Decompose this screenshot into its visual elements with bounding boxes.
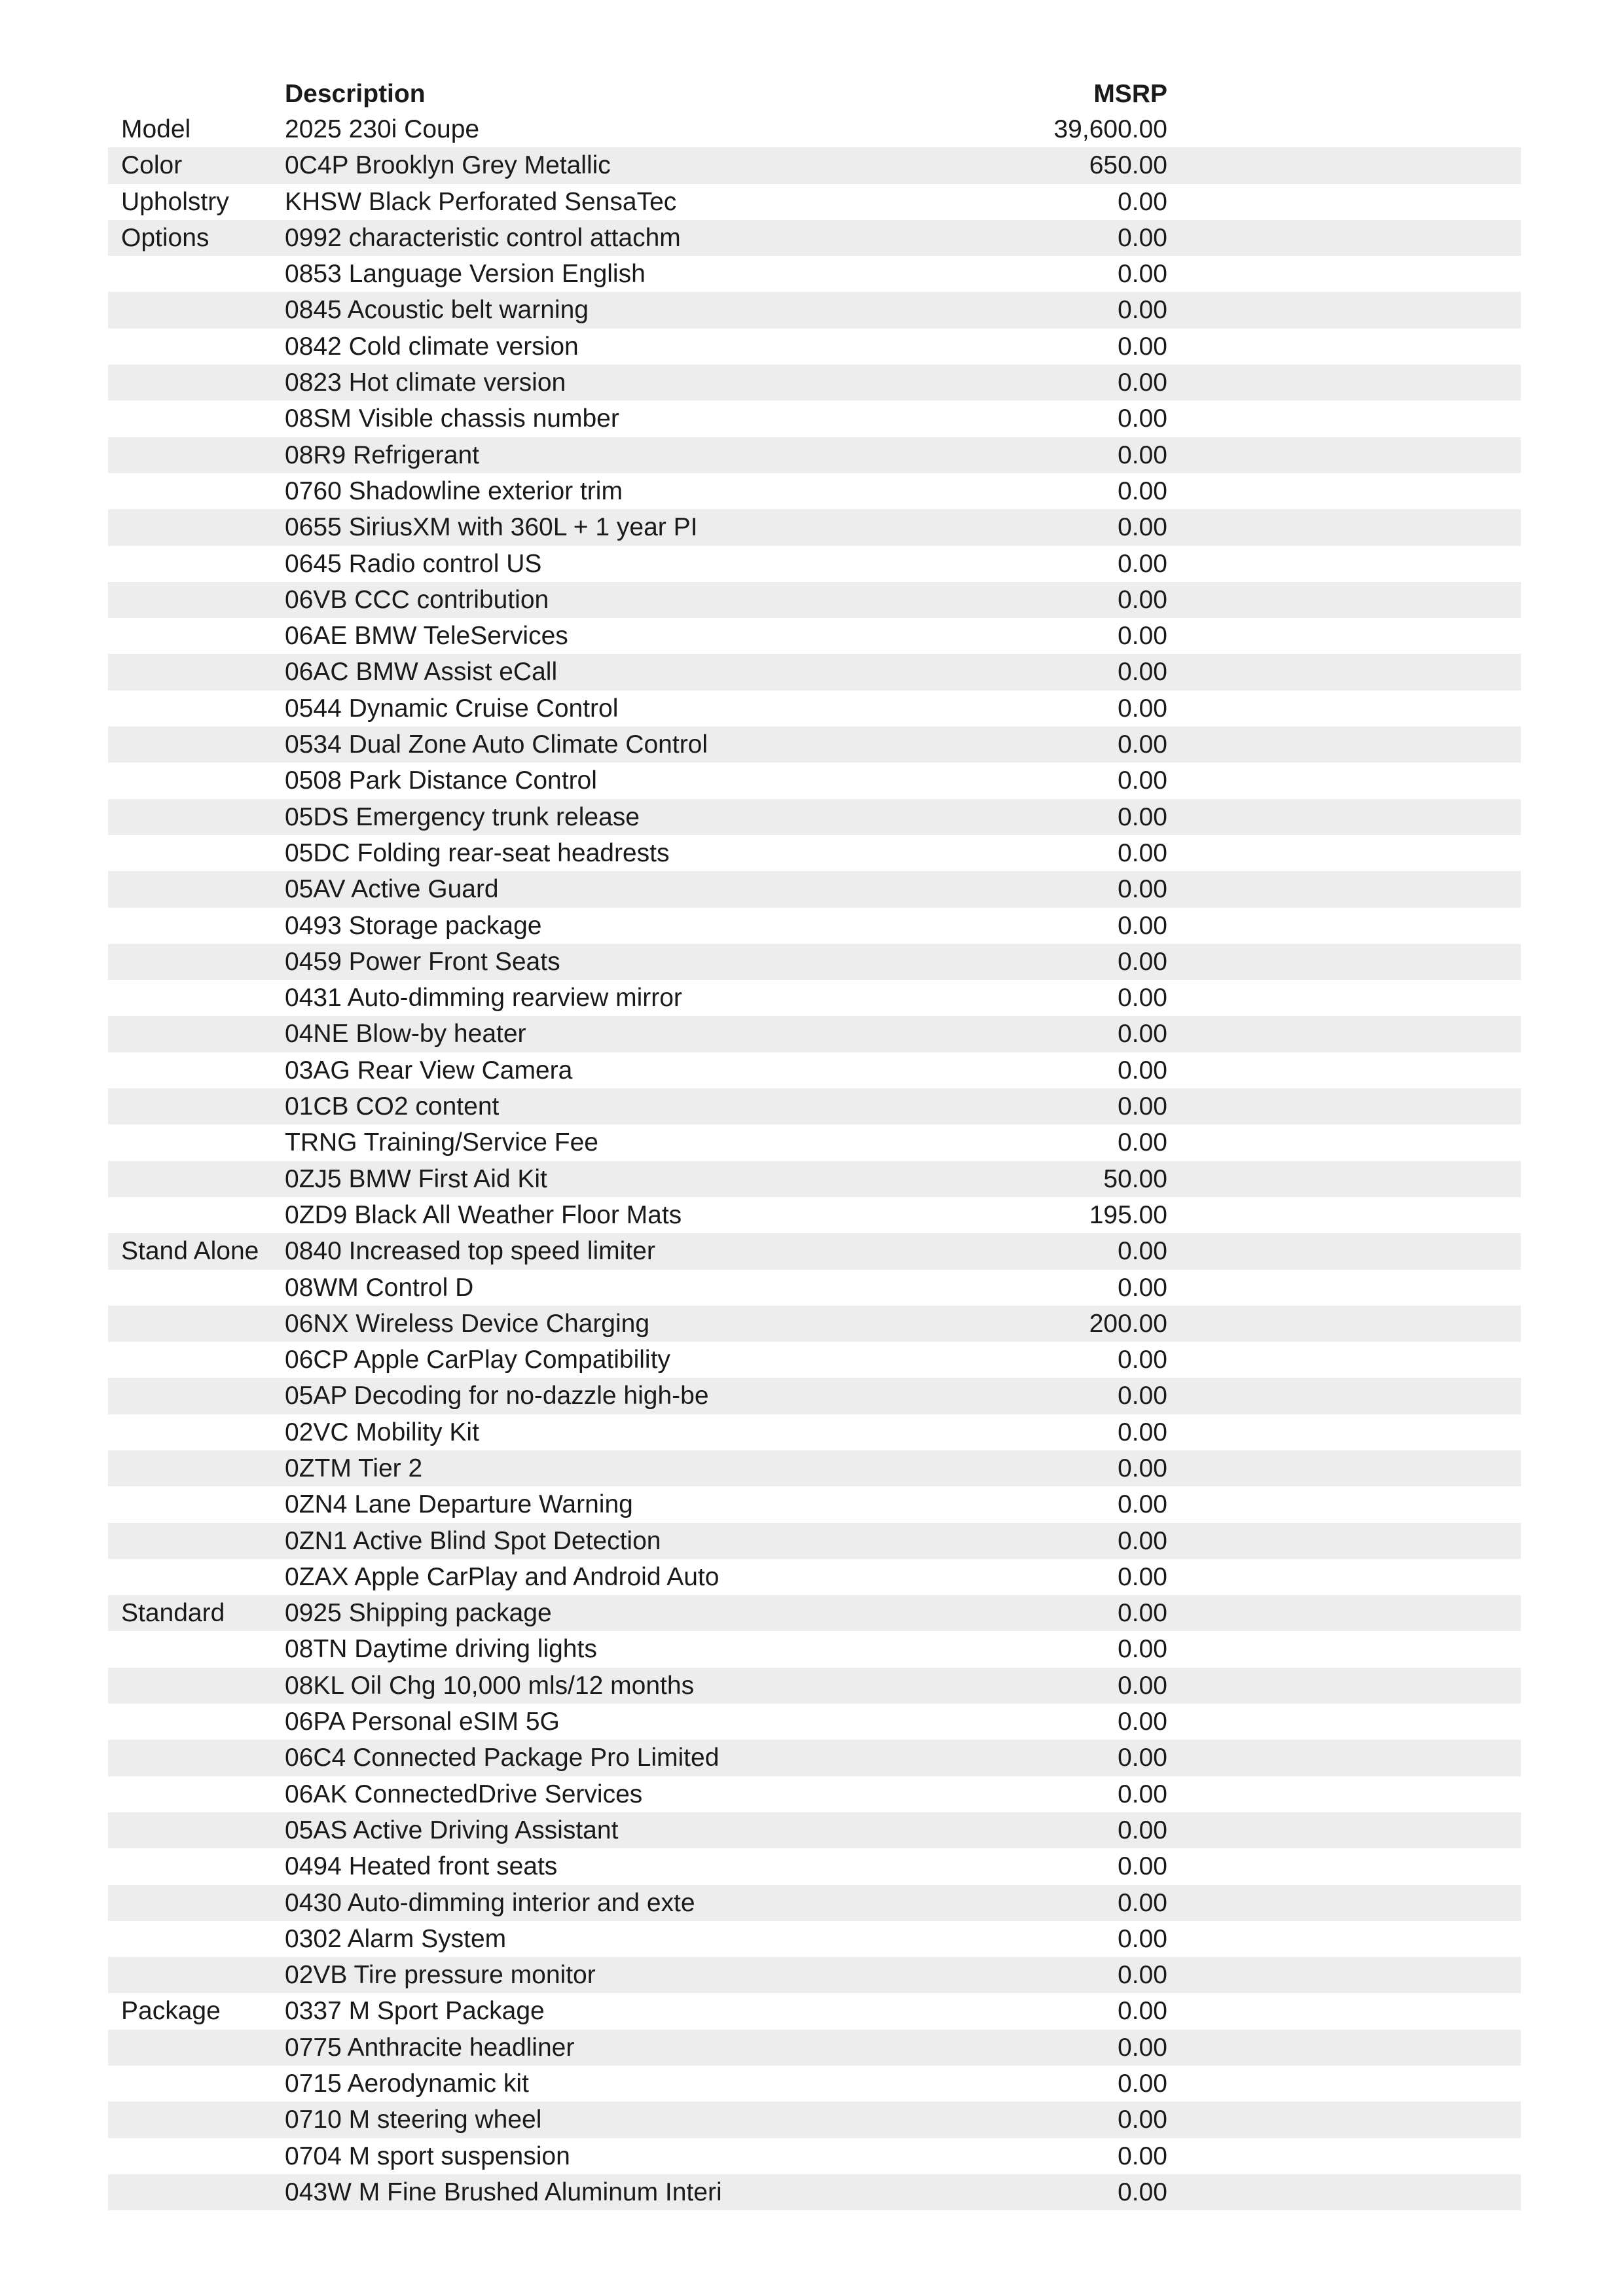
row-description: 0ZN4 Lane Departure Warning: [285, 1490, 633, 1519]
row-description: 0508 Park Distance Control: [285, 766, 597, 795]
table-row: [108, 1668, 1521, 1704]
row-msrp: 50.00: [1103, 1164, 1167, 1193]
row-description: 08R9 Refrigerant: [285, 440, 479, 469]
row-description: 06NX Wireless Device Charging: [285, 1309, 650, 1338]
row-msrp: 0.00: [1118, 2070, 1167, 2098]
row-description: 0494 Heated front seats: [285, 1852, 558, 1881]
table-row: [108, 1776, 1521, 1812]
table-row: [108, 654, 1521, 690]
table-row: [108, 618, 1521, 654]
row-msrp: 0.00: [1118, 1237, 1167, 1266]
row-description: 0823 Hot climate version: [285, 368, 566, 397]
table-row: [108, 2138, 1521, 2174]
row-msrp: 0.00: [1118, 730, 1167, 759]
row-category: Options: [121, 223, 210, 252]
row-msrp: 0.00: [1118, 947, 1167, 976]
row-msrp: 650.00: [1089, 151, 1167, 180]
row-description: 0ZAX Apple CarPlay and Android Auto: [285, 1562, 720, 1591]
table-row: [108, 292, 1521, 328]
row-description: 03AG Rear View Camera: [285, 1056, 573, 1085]
msrp-column-header: MSRP: [1093, 80, 1167, 108]
table-row: [108, 365, 1521, 401]
row-msrp: 0.00: [1118, 1997, 1167, 2026]
row-msrp: 0.00: [1118, 332, 1167, 361]
table-row: [108, 1559, 1521, 1595]
row-msrp: 0.00: [1118, 2178, 1167, 2206]
row-description: 0992 characteristic control attachm: [285, 223, 681, 252]
row-msrp: 0.00: [1118, 1056, 1167, 1085]
row-description: 02VC Mobility Kit: [285, 1418, 479, 1446]
row-description: 06CP Apple CarPlay Compatibility: [285, 1346, 670, 1374]
row-description: 0ZD9 Black All Weather Floor Mats: [285, 1200, 682, 1229]
row-msrp: 195.00: [1089, 1200, 1167, 1229]
table-row: [108, 1595, 1521, 1631]
row-msrp: 0.00: [1118, 1092, 1167, 1121]
table-row: [108, 1993, 1521, 2029]
row-description: 0775 Anthracite headliner: [285, 2033, 575, 2062]
table-row: [108, 2174, 1521, 2210]
table-row: [108, 147, 1521, 183]
row-description: 0710 M steering wheel: [285, 2106, 542, 2134]
table-row: [108, 1885, 1521, 1921]
row-msrp: 0.00: [1118, 1526, 1167, 1555]
table-row: [108, 1523, 1521, 1559]
row-msrp: 0.00: [1118, 1852, 1167, 1881]
table-row: [108, 184, 1521, 220]
row-description: 0493 Storage package: [285, 911, 542, 940]
table-row: [108, 1486, 1521, 1522]
row-description: 043W M Fine Brushed Aluminum Interi: [285, 2178, 722, 2206]
row-msrp: 0.00: [1118, 1128, 1167, 1157]
row-description: 0ZJ5 BMW First Aid Kit: [285, 1164, 547, 1193]
row-description: 05AV Active Guard: [285, 875, 499, 904]
row-description: 0655 SiriusXM with 360L + 1 year PI: [285, 513, 698, 542]
table-row: [108, 1088, 1521, 1124]
row-msrp: 0.00: [1118, 766, 1167, 795]
row-description: 0C4P Brooklyn Grey Metallic: [285, 151, 611, 180]
row-msrp: 0.00: [1118, 223, 1167, 252]
table-row: [108, 1124, 1521, 1160]
price-table: [108, 111, 1521, 2210]
table-row: [108, 1957, 1521, 1993]
row-msrp: 0.00: [1118, 260, 1167, 289]
table-row: [108, 473, 1521, 509]
row-description: 0704 M sport suspension: [285, 2142, 570, 2170]
row-description: 02VB Tire pressure monitor: [285, 1961, 596, 1990]
row-msrp: 0.00: [1118, 585, 1167, 614]
row-msrp: 0.00: [1118, 1020, 1167, 1049]
table-row: [108, 1052, 1521, 1088]
table-row: [108, 1921, 1521, 1957]
row-msrp: 0.00: [1118, 1708, 1167, 1736]
row-description: 0ZTM Tier 2: [285, 1454, 423, 1482]
row-msrp: 0.00: [1118, 1490, 1167, 1519]
row-category: Package: [121, 1997, 221, 2026]
row-description: 0544 Dynamic Cruise Control: [285, 694, 619, 723]
row-msrp: 39,600.00: [1053, 115, 1167, 143]
table-row: [108, 220, 1521, 256]
row-description: 0925 Shipping package: [285, 1599, 552, 1628]
row-description: 05AP Decoding for no-dazzle high-be: [285, 1382, 709, 1410]
table-row: [108, 944, 1521, 980]
row-category: Upholstry: [121, 187, 229, 216]
table-row: [108, 1016, 1521, 1052]
table-row: [108, 1414, 1521, 1450]
table-row: [108, 111, 1521, 147]
row-description: 0431 Auto-dimming rearview mirror: [285, 984, 682, 1013]
row-description: 08SM Visible chassis number: [285, 404, 619, 433]
row-msrp: 0.00: [1118, 1418, 1167, 1446]
table-row: [108, 835, 1521, 871]
table-row: [108, 726, 1521, 762]
row-msrp: 0.00: [1118, 187, 1167, 216]
row-msrp: 0.00: [1118, 1635, 1167, 1664]
row-msrp: 0.00: [1118, 1454, 1167, 1482]
row-msrp: 0.00: [1118, 802, 1167, 831]
row-description: 0ZN1 Active Blind Spot Detection: [285, 1526, 661, 1555]
row-msrp: 0.00: [1118, 1888, 1167, 1917]
table-row: [108, 1378, 1521, 1414]
row-description: 0459 Power Front Seats: [285, 947, 560, 976]
table-row: [108, 1704, 1521, 1740]
row-msrp: 0.00: [1118, 622, 1167, 651]
table-row: [108, 582, 1521, 618]
row-msrp: 0.00: [1118, 404, 1167, 433]
table-row: [108, 1740, 1521, 1776]
row-msrp: 0.00: [1118, 513, 1167, 542]
table-row: [108, 2102, 1521, 2138]
description-column-header: Description: [285, 80, 426, 108]
row-description: 0853 Language Version English: [285, 260, 646, 289]
row-msrp: 0.00: [1118, 1924, 1167, 1953]
row-description: 05AS Active Driving Assistant: [285, 1816, 619, 1844]
table-row: [108, 1848, 1521, 1884]
row-msrp: 0.00: [1118, 368, 1167, 397]
row-msrp: 0.00: [1118, 1816, 1167, 1844]
row-description: 0715 Aerodynamic kit: [285, 2070, 529, 2098]
row-msrp: 0.00: [1118, 1780, 1167, 1808]
table-row: [108, 691, 1521, 726]
row-msrp: 0.00: [1118, 984, 1167, 1013]
table-row: [108, 1631, 1521, 1667]
table-row: [108, 1233, 1521, 1269]
row-msrp: 200.00: [1089, 1309, 1167, 1338]
row-msrp: 0.00: [1118, 1382, 1167, 1410]
row-category: Stand Alone: [121, 1237, 259, 1266]
row-description: TRNG Training/Service Fee: [285, 1128, 598, 1157]
row-msrp: 0.00: [1118, 1346, 1167, 1374]
row-description: 08KL Oil Chg 10,000 mls/12 months: [285, 1671, 695, 1700]
table-row: [108, 1270, 1521, 1306]
row-description: 0645 Radio control US: [285, 549, 542, 578]
table-row: [108, 871, 1521, 907]
table-row: [108, 1342, 1521, 1378]
table-row: [108, 1197, 1521, 1233]
table-row: [108, 762, 1521, 798]
row-msrp: 0.00: [1118, 296, 1167, 325]
row-description: 0302 Alarm System: [285, 1924, 507, 1953]
row-description: 04NE Blow-by heater: [285, 1020, 526, 1049]
row-msrp: 0.00: [1118, 1671, 1167, 1700]
table-row: [108, 329, 1521, 365]
table-row: [108, 546, 1521, 582]
row-msrp: 0.00: [1118, 1744, 1167, 1772]
row-msrp: 0.00: [1118, 549, 1167, 578]
table-row: [108, 2066, 1521, 2102]
row-description: 01CB CO2 content: [285, 1092, 500, 1121]
row-description: 06AE BMW TeleServices: [285, 622, 568, 651]
row-description: 0842 Cold climate version: [285, 332, 579, 361]
row-msrp: 0.00: [1118, 838, 1167, 867]
table-row: [108, 908, 1521, 944]
row-msrp: 0.00: [1118, 694, 1167, 723]
table-row: [108, 509, 1521, 545]
row-description: 06AC BMW Assist eCall: [285, 658, 558, 687]
row-description: 05DC Folding rear-seat headrests: [285, 838, 670, 867]
table-row: [108, 1161, 1521, 1197]
row-description: 08TN Daytime driving lights: [285, 1635, 597, 1664]
row-msrp: 0.00: [1118, 2033, 1167, 2062]
row-msrp: 0.00: [1118, 1961, 1167, 1990]
row-description: 0845 Acoustic belt warning: [285, 296, 589, 325]
row-msrp: 0.00: [1118, 476, 1167, 505]
row-msrp: 0.00: [1118, 911, 1167, 940]
row-msrp: 0.00: [1118, 440, 1167, 469]
row-description: 0760 Shadowline exterior trim: [285, 476, 623, 505]
row-msrp: 0.00: [1118, 1562, 1167, 1591]
row-msrp: 0.00: [1118, 1599, 1167, 1628]
row-msrp: 0.00: [1118, 2106, 1167, 2134]
row-description: 08WM Control D: [285, 1273, 474, 1302]
row-msrp: 0.00: [1118, 1273, 1167, 1302]
row-description: 06VB CCC contribution: [285, 585, 549, 614]
row-description: 05DS Emergency trunk release: [285, 802, 640, 831]
table-row: [108, 980, 1521, 1016]
table-row: [108, 1812, 1521, 1848]
row-category: Standard: [121, 1599, 225, 1628]
row-description: 0430 Auto-dimming interior and exte: [285, 1888, 695, 1917]
table-row: [108, 799, 1521, 835]
row-msrp: 0.00: [1118, 875, 1167, 904]
row-category: Model: [121, 115, 191, 143]
row-msrp: 0.00: [1118, 658, 1167, 687]
row-description: 06AK ConnectedDrive Services: [285, 1780, 643, 1808]
table-row: [108, 2030, 1521, 2066]
table-row: [108, 256, 1521, 292]
row-description: 0337 M Sport Package: [285, 1997, 545, 2026]
table-row: [108, 401, 1521, 437]
row-description: 06C4 Connected Package Pro Limited: [285, 1744, 720, 1772]
table-row: [108, 1306, 1521, 1342]
row-msrp: 0.00: [1118, 2142, 1167, 2170]
row-description: KHSW Black Perforated SensaTec: [285, 187, 677, 216]
row-category: Color: [121, 151, 183, 180]
row-description: 2025 230i Coupe: [285, 115, 480, 143]
table-row: [108, 1450, 1521, 1486]
row-description: 0840 Increased top speed limiter: [285, 1237, 655, 1266]
row-description: 0534 Dual Zone Auto Climate Control: [285, 730, 708, 759]
row-description: 06PA Personal eSIM 5G: [285, 1708, 560, 1736]
table-row: [108, 437, 1521, 473]
